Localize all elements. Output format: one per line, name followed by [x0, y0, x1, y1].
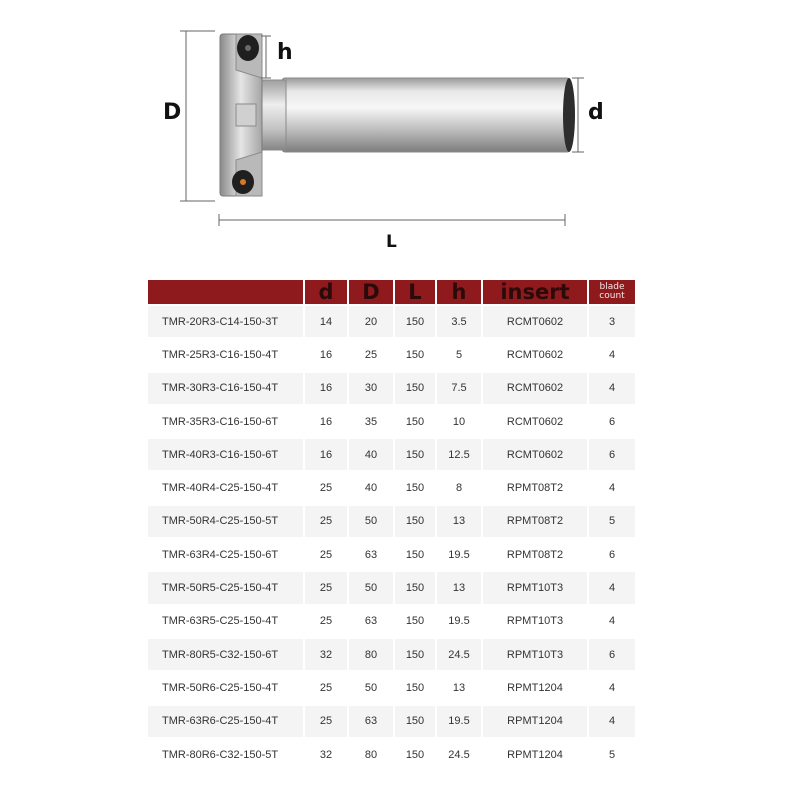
cell-model: TMR-35R3-C16-150-6T	[148, 405, 304, 438]
insert-top-screw	[245, 45, 251, 51]
cell-L: 150	[394, 638, 436, 671]
cell-D: 25	[348, 338, 394, 371]
col-header-h: h	[436, 280, 482, 305]
cell-D: 40	[348, 438, 394, 471]
cell-D: 63	[348, 605, 394, 638]
cell-model: TMR-63R4-C25-150-6T	[148, 538, 304, 571]
cell-insert: RCMT0602	[482, 338, 588, 371]
cell-insert: RPMT10T3	[482, 638, 588, 671]
cell-d: 32	[304, 738, 348, 770]
cell-d: 25	[304, 505, 348, 538]
table-row	[148, 738, 635, 770]
cell-D: 50	[348, 671, 394, 704]
cell-blade-count: 5	[588, 738, 635, 770]
cell-model: TMR-50R4-C25-150-5T	[148, 505, 304, 538]
table-row	[148, 338, 635, 371]
cutter-diagram	[0, 0, 800, 270]
table-body	[148, 305, 635, 770]
cell-L: 150	[394, 705, 436, 738]
cell-h: 10	[436, 405, 482, 438]
cell-blade-count: 6	[588, 538, 635, 571]
cell-blade-count: 4	[588, 372, 635, 405]
cell-blade-count: 6	[588, 405, 635, 438]
cell-d: 14	[304, 305, 348, 338]
spec-table	[148, 280, 635, 770]
cell-model: TMR-25R3-C16-150-4T	[148, 338, 304, 371]
col-header-D: D	[348, 280, 394, 305]
table-row	[148, 305, 635, 338]
cell-model: TMR-40R3-C16-150-6T	[148, 438, 304, 471]
cell-model: TMR-80R6-C32-150-5T	[148, 738, 304, 770]
cell-D: 63	[348, 705, 394, 738]
table-row	[148, 405, 635, 438]
cell-model: TMR-30R3-C16-150-4T	[148, 372, 304, 405]
cell-L: 150	[394, 605, 436, 638]
table-row	[148, 372, 635, 405]
cell-blade-count: 4	[588, 705, 635, 738]
cell-model: TMR-20R3-C14-150-3T	[148, 305, 304, 338]
cell-d: 32	[304, 638, 348, 671]
cell-d: 25	[304, 538, 348, 571]
insert-bottom-screw	[240, 179, 246, 185]
table-row	[148, 705, 635, 738]
cell-blade-count: 6	[588, 638, 635, 671]
cell-L: 150	[394, 471, 436, 504]
cell-insert: RCMT0602	[482, 372, 588, 405]
col-header-model	[148, 280, 304, 305]
cell-model: TMR-80R5-C32-150-6T	[148, 638, 304, 671]
cell-L: 150	[394, 405, 436, 438]
collar	[260, 80, 286, 150]
shank	[282, 78, 570, 152]
cell-d: 16	[304, 405, 348, 438]
cell-blade-count: 4	[588, 605, 635, 638]
table-header-row	[148, 280, 635, 305]
cell-insert: RPMT1204	[482, 705, 588, 738]
cell-model: TMR-40R4-C25-150-4T	[148, 471, 304, 504]
cell-d: 16	[304, 372, 348, 405]
table-row	[148, 538, 635, 571]
table-row	[148, 638, 635, 671]
cell-insert: RCMT0602	[482, 305, 588, 338]
cell-insert: RCMT0602	[482, 405, 588, 438]
cell-h: 24.5	[436, 638, 482, 671]
flute-center	[236, 104, 256, 126]
cell-model: TMR-63R5-C25-150-4T	[148, 605, 304, 638]
cell-L: 150	[394, 338, 436, 371]
cell-D: 80	[348, 638, 394, 671]
dimension-D-label: D	[163, 100, 182, 125]
cell-blade-count: 4	[588, 338, 635, 371]
cell-insert: RPMT08T2	[482, 505, 588, 538]
cell-D: 80	[348, 738, 394, 770]
cell-h: 24.5	[436, 738, 482, 770]
col-header-d: d	[304, 280, 348, 305]
dimension-h-label: h	[277, 40, 293, 65]
table-row	[148, 605, 635, 638]
cell-h: 19.5	[436, 705, 482, 738]
dimension-L-label: L	[386, 232, 397, 252]
cell-D: 20	[348, 305, 394, 338]
cell-insert: RPMT10T3	[482, 571, 588, 604]
cell-D: 30	[348, 372, 394, 405]
cutter-drawing	[0, 0, 800, 270]
cell-h: 12.5	[436, 438, 482, 471]
cell-d: 25	[304, 705, 348, 738]
cell-d: 16	[304, 438, 348, 471]
cell-blade-count: 4	[588, 571, 635, 604]
cell-h: 13	[436, 671, 482, 704]
cell-insert: RCMT0602	[482, 438, 588, 471]
cell-blade-count: 3	[588, 305, 635, 338]
cell-L: 150	[394, 305, 436, 338]
table-row	[148, 438, 635, 471]
cell-L: 150	[394, 438, 436, 471]
col-header-blade-count: blade count	[588, 280, 635, 305]
cell-L: 150	[394, 372, 436, 405]
cell-D: 35	[348, 405, 394, 438]
cell-D: 40	[348, 471, 394, 504]
cell-D: 63	[348, 538, 394, 571]
cell-blade-count: 6	[588, 438, 635, 471]
cell-insert: RPMT10T3	[482, 605, 588, 638]
cell-h: 13	[436, 571, 482, 604]
table-row	[148, 571, 635, 604]
cell-L: 150	[394, 505, 436, 538]
cell-d: 25	[304, 605, 348, 638]
cell-insert: RPMT1204	[482, 738, 588, 770]
cell-insert: RPMT1204	[482, 671, 588, 704]
cell-h: 19.5	[436, 605, 482, 638]
cell-h: 7.5	[436, 372, 482, 405]
col-header-insert: insert	[482, 280, 588, 305]
cell-d: 25	[304, 571, 348, 604]
table-row	[148, 471, 635, 504]
cell-blade-count: 4	[588, 671, 635, 704]
cell-L: 150	[394, 538, 436, 571]
cell-d: 25	[304, 471, 348, 504]
shank-end	[563, 78, 575, 152]
cell-blade-count: 5	[588, 505, 635, 538]
cell-h: 3.5	[436, 305, 482, 338]
cell-h: 19.5	[436, 538, 482, 571]
cell-insert: RPMT08T2	[482, 538, 588, 571]
cell-d: 25	[304, 671, 348, 704]
cell-model: TMR-50R5-C25-150-4T	[148, 571, 304, 604]
cell-D: 50	[348, 571, 394, 604]
cell-model: TMR-50R6-C25-150-4T	[148, 671, 304, 704]
cell-model: TMR-63R6-C25-150-4T	[148, 705, 304, 738]
table-row	[148, 505, 635, 538]
cell-L: 150	[394, 571, 436, 604]
cell-L: 150	[394, 738, 436, 770]
cell-blade-count: 4	[588, 471, 635, 504]
cell-d: 16	[304, 338, 348, 371]
table-row	[148, 671, 635, 704]
col-header-L: L	[394, 280, 436, 305]
cell-insert: RPMT08T2	[482, 471, 588, 504]
cell-D: 50	[348, 505, 394, 538]
cell-h: 8	[436, 471, 482, 504]
dimension-d-label: d	[588, 100, 604, 125]
cell-L: 150	[394, 671, 436, 704]
cell-h: 5	[436, 338, 482, 371]
cell-h: 13	[436, 505, 482, 538]
